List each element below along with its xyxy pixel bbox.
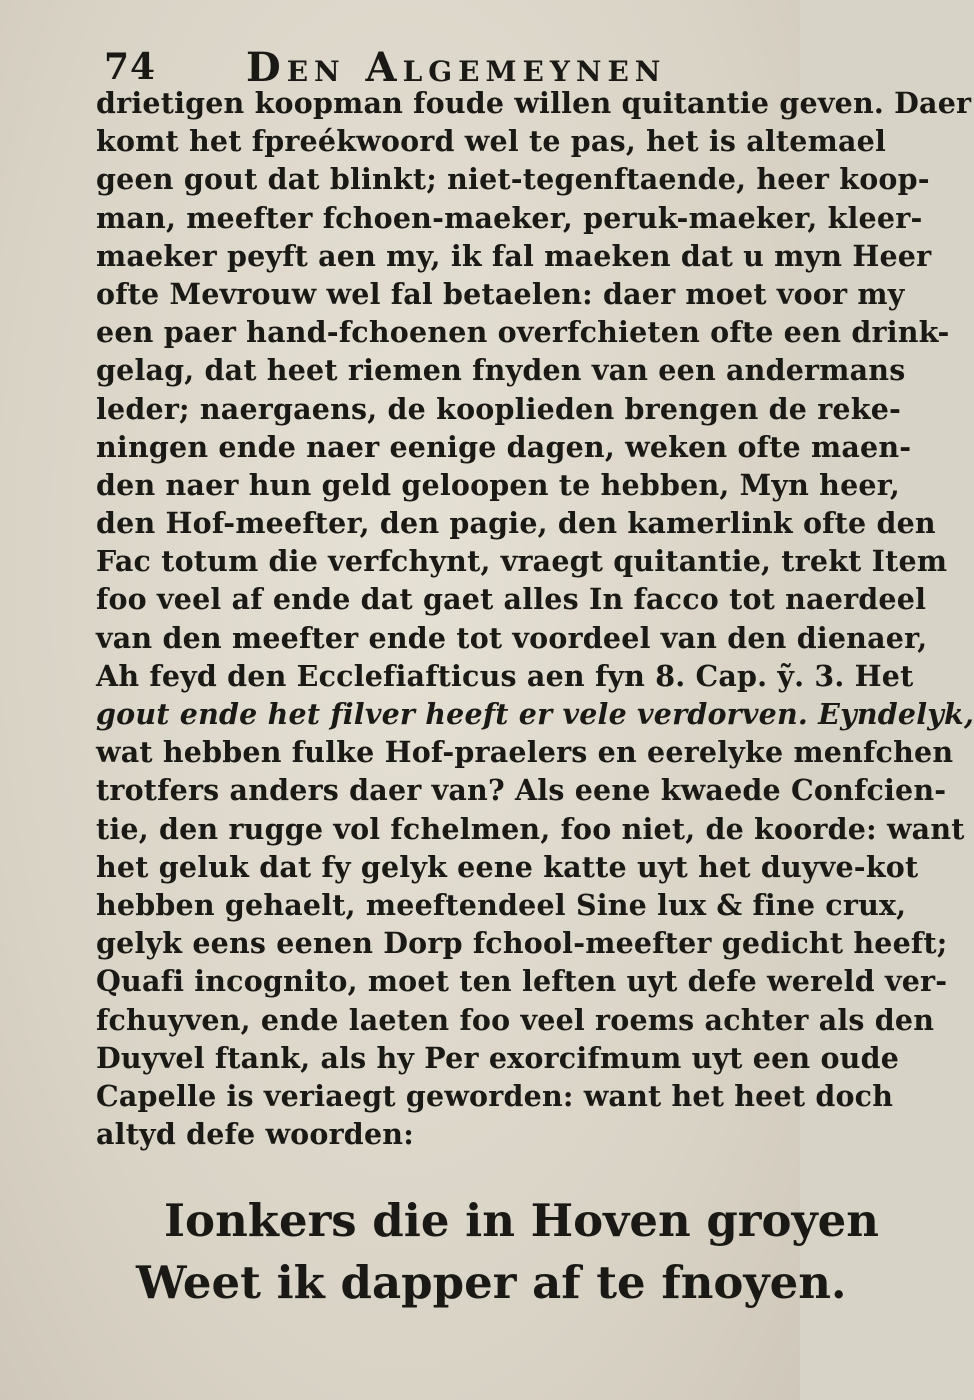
text-line: komt het fpreékwoord wel te pas, het is altemael [96,124,886,159]
text-line: man, meefter fchoen-maeker, peruk-maeker, kleer- [96,200,923,235]
text-line: den naer hun geld geloopen te hebben, Myn heer, [96,467,901,502]
running-head: Den Algemeynen [246,44,667,91]
text-line: tie, den rugge vol fchelmen, foo niet, de koorde: want [96,811,965,846]
text-line: van den meefter ende tot voordeel van den dienaer, [96,620,928,655]
page-number: 74 [104,46,157,88]
text-line: wat hebben fulke Hof-praelers en eerelyke menfchen [96,735,954,770]
text-line: fchuyven, ende laeten foo veel roems achter als den [96,1002,935,1037]
text-line: Duyvel ftank, als hy Per exorcifmum uyt een oude [96,1040,900,1075]
text-line: hebben gehaelt, meeftendeel Sine lux & fine crux, [96,887,907,922]
text-line: een paer hand-fchoenen overfchieten ofte een drink- [96,315,950,350]
text-line: Fac totum die verfchynt, vraegt quitantie, trekt Item [96,544,948,579]
text-line: gelag, dat heet riemen fnyden van een andermans [96,353,906,388]
text-line: Quafi incognito, moet ten leften uyt defe wereld ver- [96,964,948,999]
text-line: trotfers anders daer van? Als eene kwaede Confcien- [96,773,947,808]
verse-line-1: Ionkers die in Hoven groyen [164,1194,880,1247]
text-line: foo veel af ende dat gaet alles In facco tot naerdeel [96,582,927,617]
text-line: altyd defe woorden: [96,1117,414,1152]
text-line: den Hof-meefter, den pagie, den kamerlink ofte den [96,506,936,541]
verse-line-2: Weet ik dapper af te fnoyen. [136,1256,847,1309]
text-line: drietigen koopman foude willen quitantie geven. Daer [96,86,972,120]
text-line: het geluk dat fy gelyk eene katte uyt het duyve-kot [96,849,919,884]
body-text [96,84,974,1153]
text-line: geen gout dat blinkt; niet-tegenftaende, heer koop- [96,162,930,197]
text-line: gelyk eens eenen Dorp fchool-meefter gedicht heeft; [96,926,948,961]
text-line: ofte Mevrouw wel fal betaelen: daer moet voor my [96,276,905,311]
text-line: Ah feyd den Ecclefiafticus aen fyn 8. Cap. ỹ. 3. Het [96,658,914,693]
text-line: leder; naergaens, de kooplieden brengen de reke- [96,391,902,426]
text-line: ningen ende naer eenige dagen, weken ofte maen- [96,429,912,464]
text-line: gout ende het filver heeft er vele verdorven. Eyndelyk, [96,697,974,731]
text-line: maeker peyft aen my, ik fal maeken dat u myn Heer [96,238,932,273]
text-line: Capelle is veriaegt geworden: want het heet doch [96,1078,894,1113]
